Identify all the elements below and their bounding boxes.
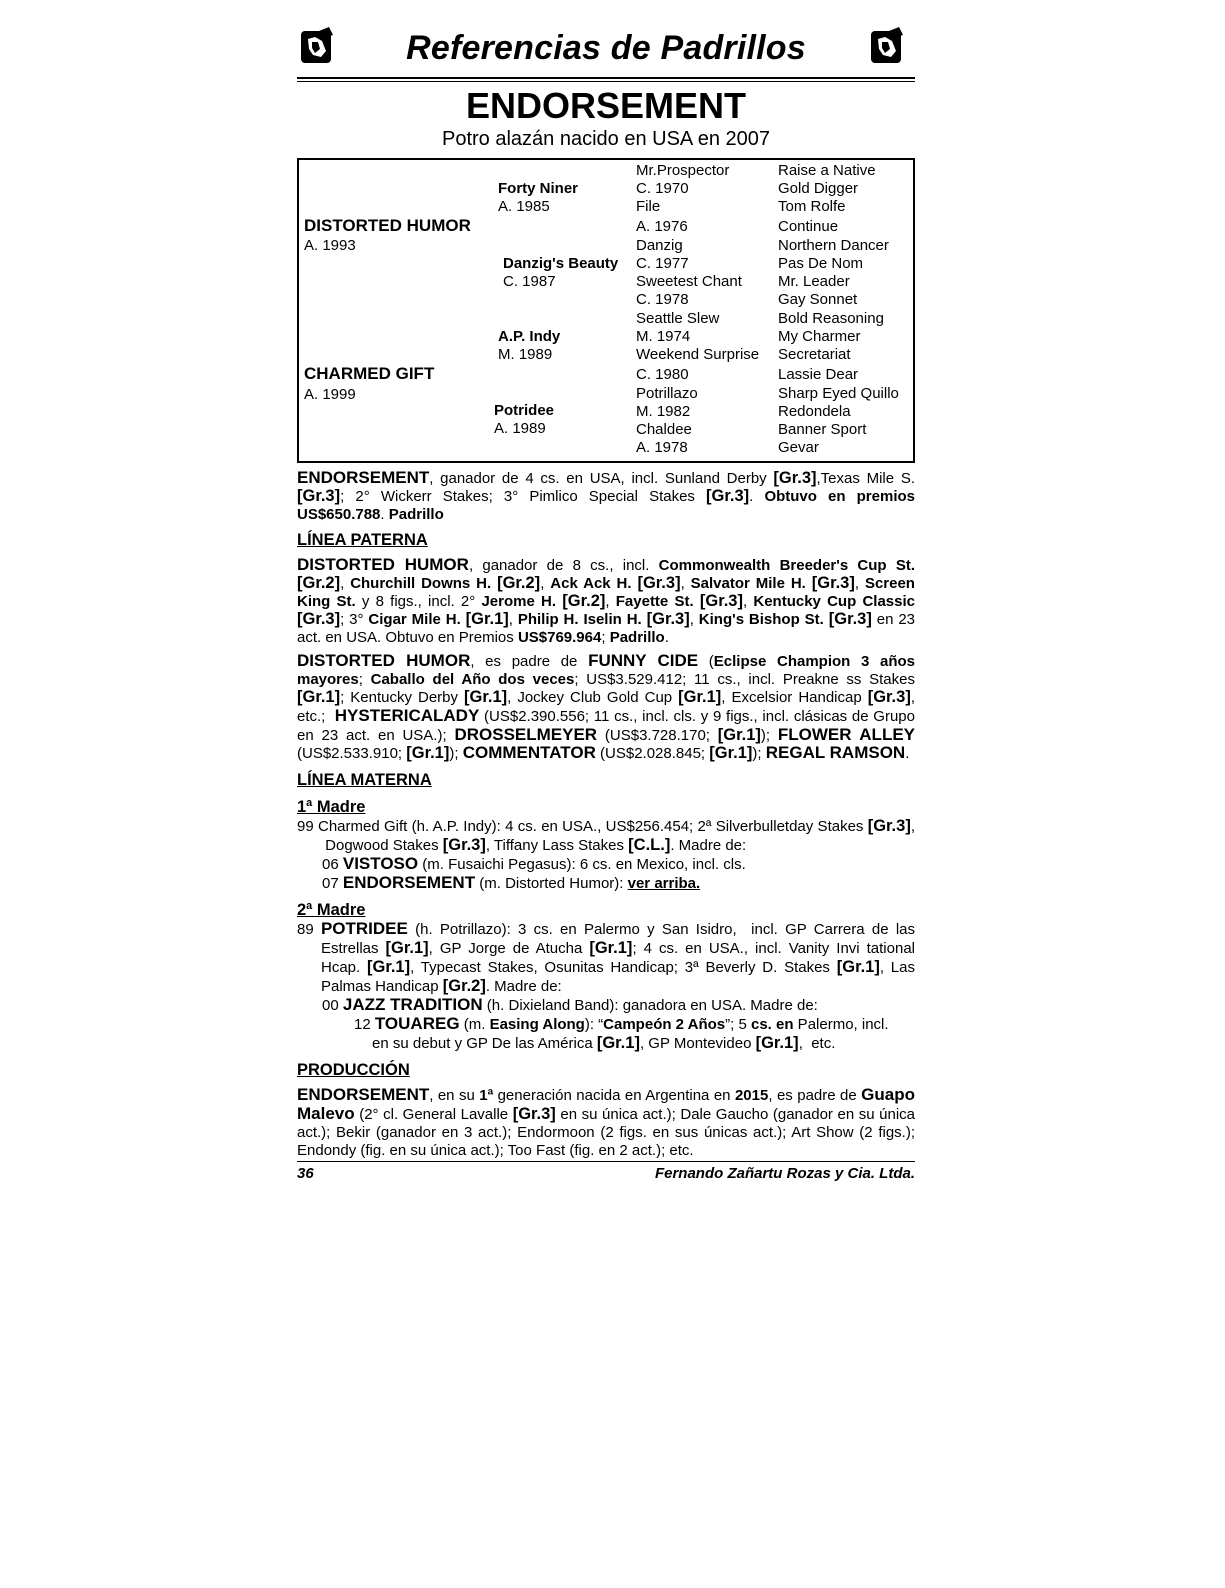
g4-name: Redondela [778,403,851,420]
first-dam-entry: 99 Charmed Gift (h. A.P. Indy): 4 cs. en USA., US$256.454; 2ª Silverbulletday Stakes [Gr.3], Dogwood Stakes [Gr.3], Tiffany Lass Stakes [C.L.]. Madre de: [297,817,915,855]
g4-name: Northern Dancer [778,237,889,254]
g4-name: Pas De Nom [778,255,864,272]
section-title-produccion: PRODUCCIÓN [297,1061,410,1080]
g4-name: Continue [778,218,839,235]
granddam-year: A. 1989 [494,420,546,437]
g3-year: C. 1977 [636,255,689,272]
pedigree-table [297,158,915,463]
horse-name: ENDORSEMENT [465,85,747,126]
first-dam-block [297,817,915,893]
g4-name: My Charmer [778,328,861,345]
page-number: 36 [297,1165,314,1183]
g4-name: Secretariat [778,346,851,363]
g4-name: Raise a Native [778,162,876,179]
granddam-year: C. 1987 [503,273,556,290]
dam-name: CHARMED GIFT [304,364,435,383]
g3-name: Weekend Surprise [636,346,760,363]
summary-paragraph: ENDORSEMENT, ganador de 4 cs. en USA, incl. Sunland Derby [Gr.3],Texas Mile S. [Gr.3]; 2° Wickerr Stakes; 3° Pimlico Special Stakes [Gr.3]. Obtuvo en premios US$650.788. Padrillo [297,468,915,523]
offspring-entry: 07 ENDORSEMENT (m. Distorted Humor): ver arriba. [322,873,701,893]
g3-name: Sweetest Chant [636,273,742,290]
second-dam-entry: 89 POTRIDEE (h. Potrillazo): 3 cs. en Palermo y San Isidro, incl. GP Carrera de las Estrellas [Gr.1], GP Jorge de Atucha [Gr.1]; 4 cs. en USA., incl. Vanity Invi tational Hcap. [Gr.1], Typecast Stakes, Osunitas Handicap; 3ª Beverly D. Stakes [Gr.1], Las Palmas Handicap [Gr.2]. Madre de: [297,919,916,996]
produccion-paragraph: ENDORSEMENT, en su 1ª generación nacida en Argentina en 2015, es padre de Guapo Malevo (2° cl. General Lavalle [Gr.3] en su única act.); Dale Gaucho (ganador en su única act.); Bekir (ganador en 3 act.); Endormoon (2 figs. en sus únicas act.); Art Show (2 figs.); Endondy (fig. en su única act.); Too Fast (fig. en 2 act.); etc. [297,1085,915,1159]
g3-name: Chaldee [636,421,692,438]
g3-year: C. 1980 [636,366,689,383]
header-rule [297,77,915,79]
dam-year: A. 1999 [304,386,356,403]
section-title-paterna: LÍNEA PATERNA [297,531,428,550]
page [297,25,915,1184]
g3-name: Mr.Prospector [636,162,730,179]
grandsire-year: M. 1989 [498,346,553,363]
g3-name: Seattle Slew [636,310,720,327]
header-title: Referencias de Padrillos [406,29,806,67]
header-rule [297,81,915,82]
offspring-entry: 00 JAZZ TRADITION (h. Dixieland Band): ganadora en USA. Madre de: [322,995,818,1015]
granddam-name: Danzig's Beauty [503,255,619,272]
g3-year: C. 1970 [636,180,689,197]
g4-name: Sharp Eyed Quillo [778,385,899,402]
g4-name: Bold Reasoning [778,310,884,327]
second-dam-title: 2ª Madre [297,901,366,920]
grandsire-name: A.P. Indy [498,328,561,345]
g3-name: Potrillazo [636,385,698,402]
publisher-name: Fernando Zañartu Rozas y Cia. Ltda. [654,1165,915,1183]
g4-name: Lassie Dear [778,366,859,383]
sire-name: DISTORTED HUMOR [304,216,471,235]
offspring-entry: 12 TOUAREG (m. Easing Along): “Campeón 2 Años”; 5 cs. en Palermo, incl. [354,1014,889,1034]
first-dam-title: 1ª Madre [297,798,366,817]
g3-name: File [636,198,661,215]
g3-year: C. 1978 [636,291,689,308]
paterna-paragraph-1: DISTORTED HUMOR, ganador de 8 cs., incl. Commonwealth Breeder's Cup St. [Gr.2], Churchill Downs H. [Gr.2], Ack Ack H. [Gr.3], Salvator Mile H. [Gr.3], Screen King St. y 8 figs., incl. 2° Jerome H. [Gr.2], Fayette St. [Gr.3], Kentucky Cup Classic [Gr.3]; 3° Cigar Mile H. [Gr.1], Philip H. Iselin H. [Gr.3], King's Bishop St. [Gr.3] en 23 act. en USA. Obtuvo en Premios US$769.964; Padrillo. [297,555,916,646]
g3-name: Danzig [636,237,683,254]
g4-name: Mr. Leader [778,273,850,290]
page-footer [297,1162,915,1184]
horse-subtitle: Potro alazán nacido en USA en 2007 [441,128,771,150]
granddam-name: Potridee [494,402,555,419]
section-title-materna: LÍNEA MATERNA [297,771,432,790]
g3-year: M. 1974 [636,328,691,345]
sire-year: A. 1993 [304,237,356,254]
g3-year: M. 1982 [636,403,691,420]
horse-logo-icon [869,27,905,65]
grandsire-year: A. 1985 [498,198,550,215]
g3-year: A. 1976 [636,218,688,235]
g4-name: Banner Sport [778,421,867,438]
g4-name: Gevar [778,439,819,456]
g4-name: Gold Digger [778,180,859,197]
g4-name: Tom Rolfe [778,198,846,215]
paterna-paragraph-2: DISTORTED HUMOR, es padre de FUNNY CIDE (Eclipse Champion 3 años mayores; Caballo del Año dos veces; US$3.529.412; 11 cs., incl. Preakne ss Stakes [Gr.1]; Kentucky Derby [Gr.1], Jockey Club Gold Cup [Gr.1], Excelsior Handicap [Gr.3], etc.; HYSTERICALADY (US$2.390.556; 11 cs., incl. cls. y 9 figs., incl. clásicas de Grupo en 23 act. en USA.); DROSSELMEYER (US$3.728.170; [Gr.1]); FLOWER ALLEY (US$2.533.910; [Gr.1]); COMMENTATOR (US$2.028.845; [Gr.1]); REGAL RAMSON. [297,651,915,763]
grandsire-name: Forty Niner [498,180,579,197]
g4-name: Gay Sonnet [778,291,858,308]
second-dam-block [297,920,915,1053]
offspring-entry: 06 VISTOSO (m. Fusaichi Pegasus): 6 cs. en Mexico, incl. cls. [322,854,746,874]
offspring-entry-cont: en su debut y GP De las América [Gr.1], GP Montevideo [Gr.1], etc. [372,1034,836,1053]
page-header [297,25,915,77]
g3-year: A. 1978 [636,439,688,456]
